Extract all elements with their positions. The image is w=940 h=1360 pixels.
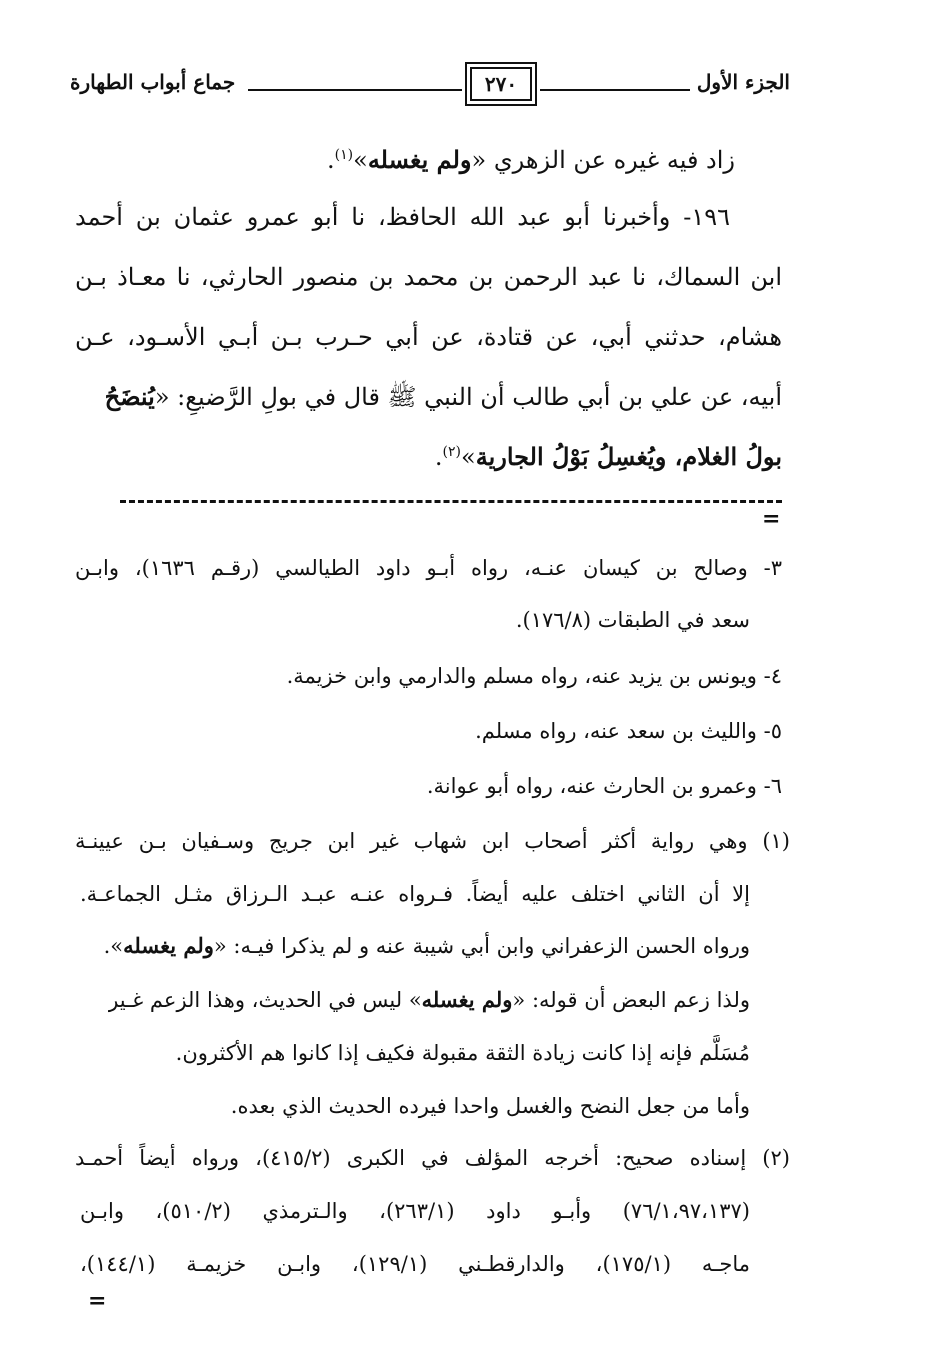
footnote-line: (٢) إسناده صحيح: أخرجه المؤلف في الكبرى (٤١٥/٢)، ورواه أيضاً أحمـد (75, 1146, 790, 1170)
footnote-line: (١) وهي رواية أكثر أصحاب ابن شهاب غير ابن جريج وسـفيان بـن عيينـة (75, 829, 790, 853)
page-number-box (465, 62, 537, 106)
footnote-line: ورواه الحسن الزعفراني وابن أبي شيبة عنه و لم يذكرا فيـه: «ولم يغسله». (103, 933, 750, 958)
footnote-ref: (١) (334, 147, 354, 163)
footnote-line: وأما من جعل النضح والغسل واحدا فيرده الحديث الذي بعده. (230, 1094, 750, 1118)
footnote-line: مُسَلَّم فإنه إذا كانت زيادة الثقة مقبولة فكيف إذا كانوا هم الأكثرون. (175, 1041, 750, 1065)
hadith-line: أبيه، عن علي بن أبي طالب أن النبي ﷺ قال في بولِ الرَّضيعِ: «يُنضَحُ (104, 382, 782, 411)
hadith-line: ابن السماك، نا عبد الرحمن بن محمد بن منصور الحارثي، نا معـاذ بـن (75, 263, 782, 291)
header-volume: الجزء الأول (696, 70, 790, 94)
footnote-line: سعد في الطبقات (١٧٦/٨). (515, 608, 750, 632)
footnote-line: ماجـه (١٧٥/١)، والدارقطـني (١٢٩/١)، وابـن خزيمـة (١٤٤/١)، (80, 1252, 750, 1276)
continuation-mark: = (88, 1288, 107, 1314)
page-number: ٢٧٠ (484, 72, 518, 96)
bold-quote: ولم يغسله (123, 933, 214, 958)
footnote-separator (120, 500, 782, 503)
bold-quote: ولم يغسله (421, 987, 513, 1012)
footnote-line: (٧٦/١،٩٧،١٣٧) وأبـو داود (٢٦٣/١)، والـترمذي (٥١٠/٢)، وابـن (80, 1199, 750, 1223)
header-rule-left (248, 89, 462, 91)
footnote-line: ٤- ويونس بن يزيد عنه، رواه مسلم والدارمي وابن خزيمة. (286, 664, 782, 688)
continuation-mark: = (762, 506, 781, 532)
footnote-line: إلا أن الثاني اختلف عليه أيضاً. فـرواه عنـه عبـد الـرزاق مثـل الجماعـة. (80, 882, 750, 906)
footnote-ref: (٢) (442, 444, 462, 460)
hadith-line: بولُ الغلام، ويُغسِلُ بَوْلُ الجارية»$^{(٢)}$. (434, 442, 782, 471)
footnote-line: ولذا زعم البعض أن قوله: «ولم يغسله» ليس في الحديث، وهذا الزعم غـير (108, 987, 750, 1012)
header-rule-right (540, 89, 690, 91)
footnote-line: ٣- وصالح بن كيسان عنـه، رواه أبـو داود الطيالسي (رقـم ١٦٣٦)، وابـن (75, 556, 782, 580)
bold-quote: يُنضَحُ (104, 382, 155, 411)
header-chapter: جماع أبواب الطهارة (70, 70, 236, 94)
footnote-line: ٥- والليث بن سعد عنه، رواه مسلم. (475, 719, 782, 743)
bold-quote: ولم يغسله (367, 145, 472, 174)
running-header (70, 62, 790, 112)
hadith-line: هشام، حدثني أبي، عن قتادة، عن أبي حـرب بـن أبـي الأسـود، عـن (75, 323, 782, 351)
hadith-line: ١٩٦- وأخبرنا أبو عبد الله الحافظ، نا أبو عمرو عثمان بن أحمد (75, 203, 730, 231)
footnote-line: ٦- وعمرو بن الحارث عنه، رواه أبو عوانة. (426, 774, 782, 798)
bold-quote: بولُ الغلام، ويُغسِلُ بَوْلُ الجارية (475, 442, 782, 471)
body-line: زاد فيه غيره عن الزهري «ولم يغسله»$^{(١)}$. (327, 145, 735, 174)
